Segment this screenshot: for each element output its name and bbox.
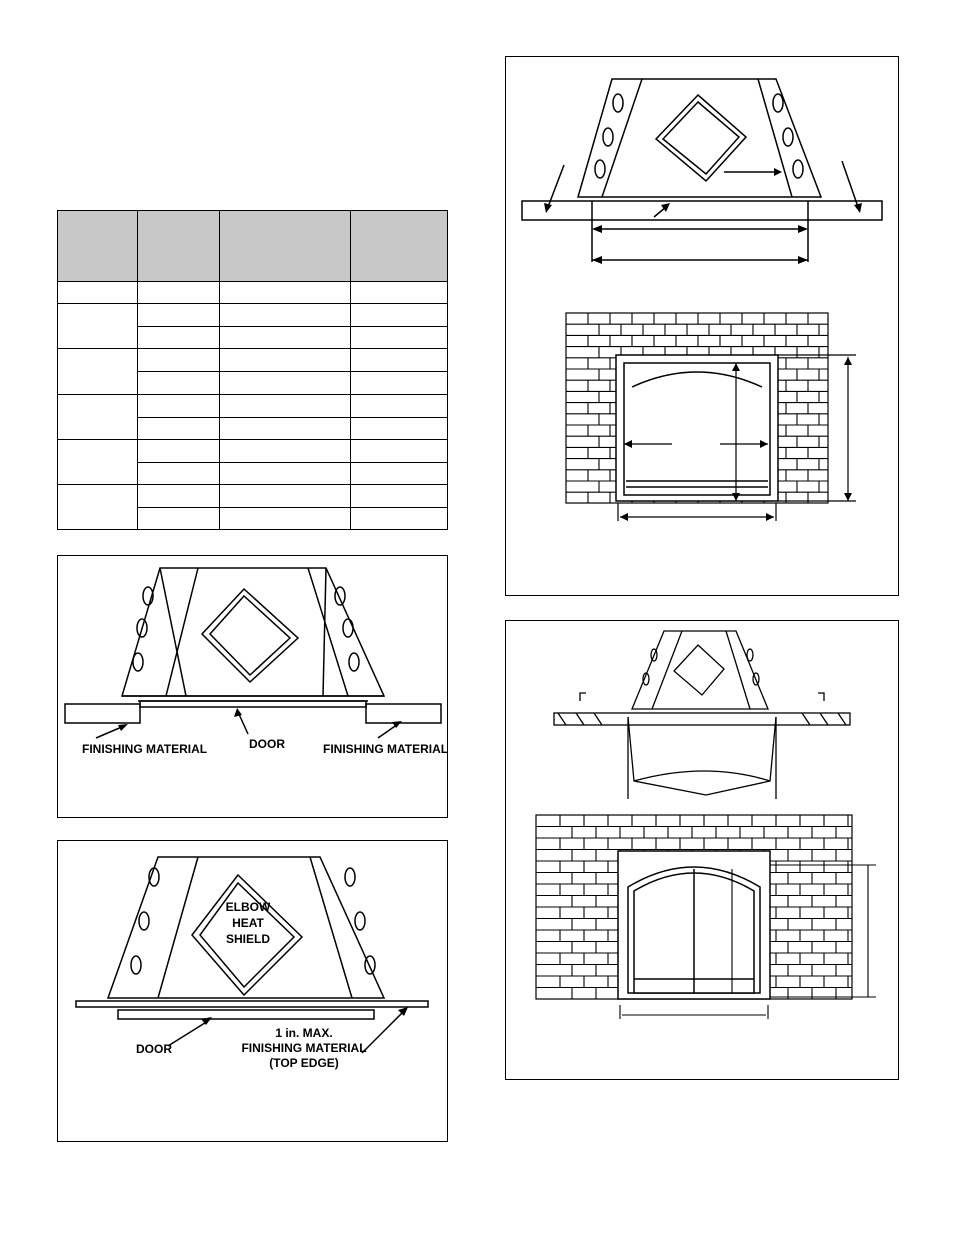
table-cell — [220, 394, 351, 417]
fireplace-arched-door-diagram — [506, 621, 900, 1081]
heat-shield-label-line3: SHIELD — [225, 932, 271, 946]
finishing-material-left-block — [65, 704, 140, 723]
figure-brick-installation-a — [505, 56, 899, 596]
table-cell — [220, 417, 351, 439]
door-label: DOOR — [249, 737, 285, 751]
finishing-material-right-label: FINISHING MATERIAL — [323, 742, 449, 756]
table-cell — [138, 484, 220, 507]
table-row — [58, 394, 448, 417]
table-cell — [351, 439, 448, 462]
firebox-outline — [122, 568, 384, 696]
table-cell — [220, 282, 351, 304]
table-cell — [220, 439, 351, 462]
table-cell — [351, 327, 448, 349]
table-cell — [138, 462, 220, 484]
finishing-material-top-edge — [76, 1001, 428, 1007]
table-cell — [351, 394, 448, 417]
table-row — [58, 349, 448, 372]
table-cell — [351, 282, 448, 304]
table-row — [58, 282, 448, 304]
table-cell — [58, 349, 138, 394]
table-cell — [138, 327, 220, 349]
table-cell — [351, 304, 448, 327]
table-cell — [58, 304, 138, 349]
door-strip — [118, 1010, 374, 1019]
table-cell — [138, 439, 220, 462]
figure-flush-installation — [57, 555, 448, 818]
table-cell — [351, 417, 448, 439]
table-cell — [138, 417, 220, 439]
table-header-row — [58, 211, 448, 282]
table-cell — [58, 282, 138, 304]
table-cell — [138, 507, 220, 529]
firebox-outline — [632, 631, 768, 709]
table-cell — [58, 484, 138, 529]
finishing-material-right-block — [366, 704, 441, 723]
table-cell — [138, 372, 220, 394]
table-cell — [220, 372, 351, 394]
table-cell — [220, 304, 351, 327]
fireplace-top-and-front-diagram — [506, 57, 900, 597]
max-label-line1: 1 in. MAX. — [275, 1026, 333, 1040]
table-cell — [351, 372, 448, 394]
table-cell — [138, 394, 220, 417]
fireplace-heat-shield-diagram — [58, 841, 449, 1143]
table-cell — [220, 349, 351, 372]
table-cell — [138, 282, 220, 304]
finishing-material-band — [522, 201, 882, 220]
fireplace-top-view-diagram — [58, 556, 449, 819]
table-cell — [351, 507, 448, 529]
header-cell — [351, 211, 448, 282]
table-cell — [351, 349, 448, 372]
heat-shield-label-line1: ELBOW — [225, 900, 271, 914]
header-cell — [138, 211, 220, 282]
table-row — [58, 439, 448, 462]
table-cell — [138, 349, 220, 372]
table-cell — [220, 327, 351, 349]
table-cell — [220, 462, 351, 484]
table-row — [58, 304, 448, 327]
max-label-line3: (TOP EDGE) — [269, 1056, 339, 1070]
figure-elbow-heat-shield — [57, 840, 448, 1142]
table-cell — [58, 439, 138, 484]
diamond-outline — [202, 589, 298, 682]
figure-brick-installation-b — [505, 620, 899, 1080]
table-cell — [220, 507, 351, 529]
table-cell — [58, 394, 138, 439]
door-label: DOOR — [136, 1042, 172, 1056]
diamond-outline — [656, 95, 746, 181]
door-strip — [140, 701, 366, 707]
table-cell — [138, 304, 220, 327]
finishing-material-left-label: FINISHING MATERIAL — [82, 742, 208, 756]
heat-shield-label-line2: HEAT — [232, 916, 264, 930]
header-cell — [220, 211, 351, 282]
table-cell — [220, 484, 351, 507]
table-row — [58, 484, 448, 507]
max-label-line2: FINISHING MATERIAL — [241, 1041, 367, 1055]
header-cell — [58, 211, 138, 282]
table-cell — [351, 484, 448, 507]
table-cell — [351, 462, 448, 484]
spec-table — [57, 210, 448, 530]
